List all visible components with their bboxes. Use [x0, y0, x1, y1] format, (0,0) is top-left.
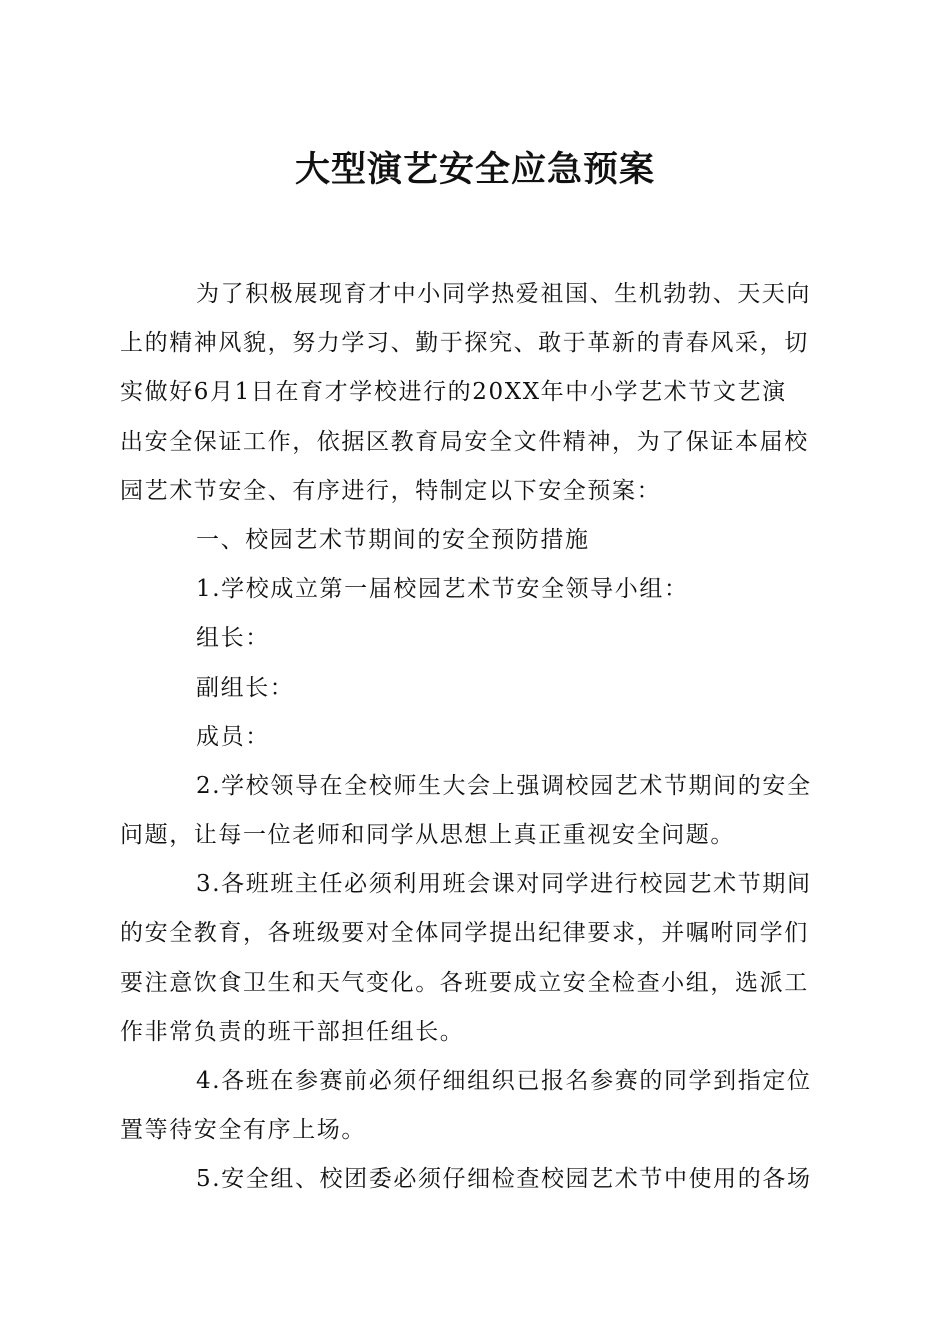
deputy-leader-label: 副组长：: [196, 674, 295, 701]
paragraph-line: 1.学校成立第一届校园艺术节安全领导小组：: [196, 576, 689, 603]
paragraph-line: 要注意饮食卫生和天气变化。各班要成立安全检查小组，选派工: [120, 969, 809, 996]
paragraph-line: 为了积极展现育才中小同学热爱祖国、生机勃勃、天天向: [196, 281, 811, 307]
leader-label: 组长：: [196, 625, 270, 652]
paragraph-line: 上的精神风貌，努力学习、勤于探究、敢于革新的青春风采，切: [120, 330, 809, 357]
paragraph-line: 实做好6月1日在育才学校进行的20XX年中小学艺术节文艺演: [120, 379, 787, 406]
paragraph-line: 问题，让每一位老师和同学从思想上真正重视安全问题。: [120, 822, 735, 849]
paragraph-line: 的安全教育，各班级要对全体同学提出纪律要求，并嘱咐同学们: [120, 920, 809, 947]
document-body: [120, 270, 832, 1205]
members-label: 成员：: [196, 723, 270, 750]
paragraph-line: 园艺术节安全、有序进行，特制定以下安全预案：: [120, 477, 662, 504]
paragraph-line: 4.各班在参赛前必须仔细组织已报名参赛的同学到指定位: [196, 1068, 812, 1094]
paragraph-line: 作非常负责的班干部担任组长。: [120, 1018, 465, 1045]
paragraph-line: 2.学校领导在全校师生大会上强调校园艺术节期间的安全: [196, 772, 812, 799]
paragraph-line: 3.各班班主任必须利用班会课对同学进行校园艺术节期间: [196, 871, 812, 898]
paragraph-line: 置等待安全有序上场。: [120, 1117, 366, 1144]
section-heading: 一、校园艺术节期间的安全预防措施: [196, 526, 590, 553]
paragraph-line: 出安全保证工作，依据区教育局安全文件精神，为了保证本届校: [120, 428, 809, 455]
paragraph-line: 5.安全组、校团委必须仔细检查校园艺术节中使用的各场: [196, 1166, 812, 1193]
document-title: 大型演艺安全应急预案: [294, 150, 655, 190]
